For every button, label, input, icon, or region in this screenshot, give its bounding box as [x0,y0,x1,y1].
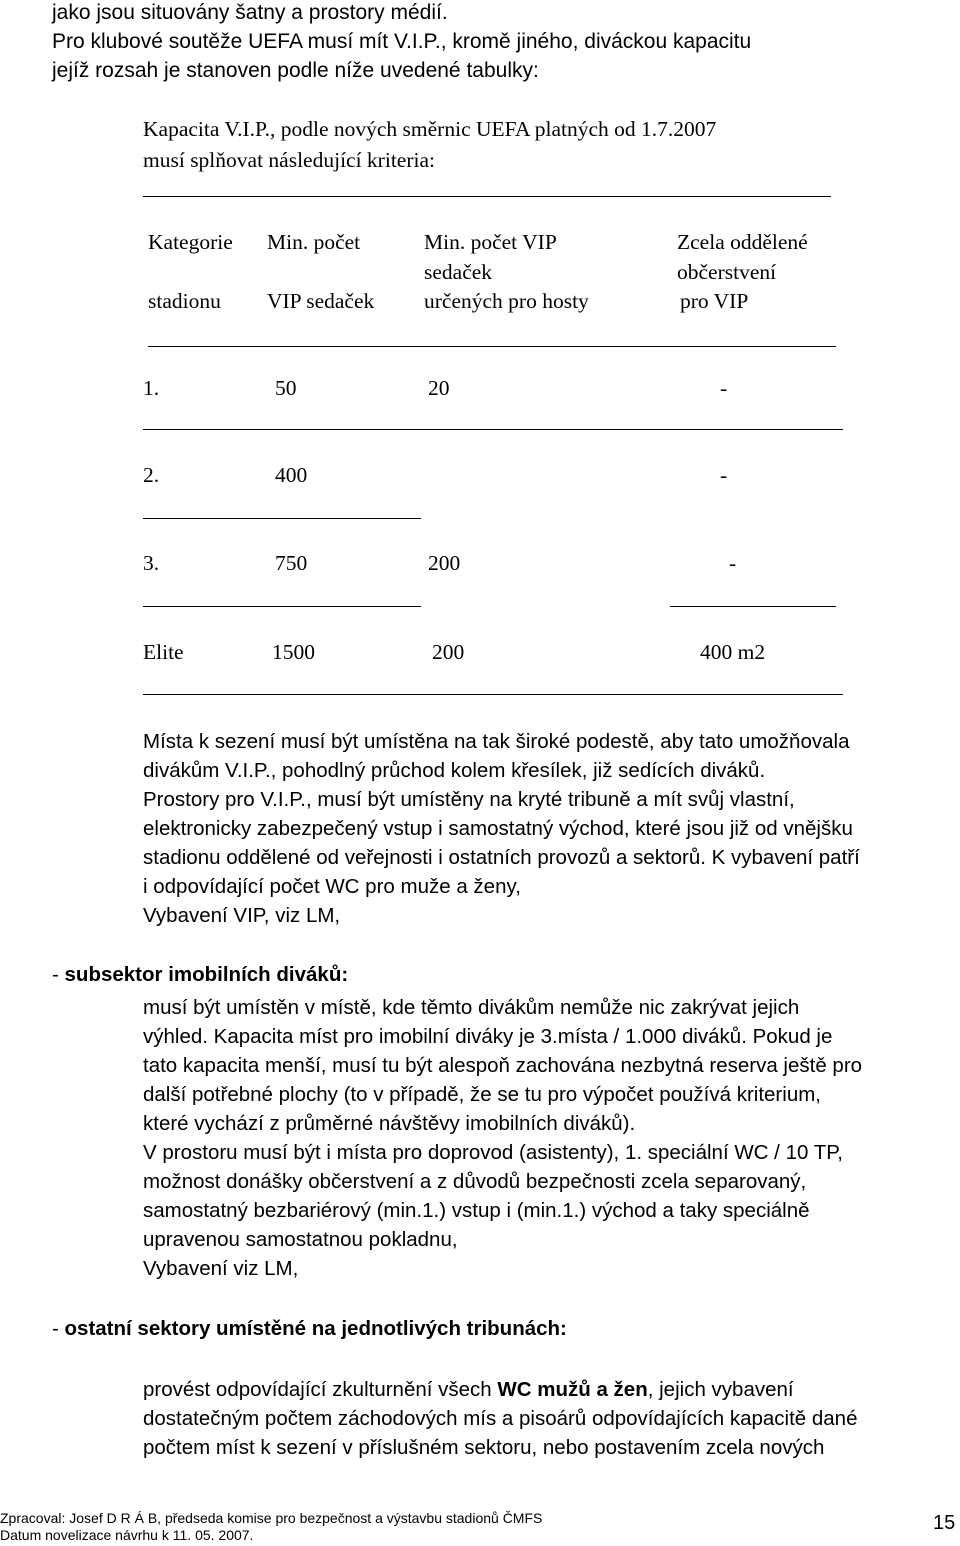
subsector-heading-text: subsektor imobilních diváků: [64,963,349,986]
subsector-heading [52,963,348,987]
table-rule-top [143,196,831,197]
other-sectors-bold: WC mužů a žen [497,1378,648,1401]
table-row-vip-seats: 50 [275,376,297,400]
header-refreshment-bottom: pro VIP [680,289,749,313]
table-rule-bottom [143,694,843,695]
intro-paragraph [52,0,751,85]
table-row-category: 3. [143,551,160,575]
subsector-line: tato kapacita menší, musí tu být alespoň zachována nezbytná reserva ještě pro [143,1054,863,1077]
header-category-top: Kategorie [148,230,233,254]
table-rule-row [143,518,421,519]
table-row-guest-seats: 20 [428,376,450,400]
table-row-vip-seats: 400 [275,463,308,487]
subsector-line: další potřebné plochy (to v případě, že se tu pro výpočet používá kriterium, [143,1083,821,1106]
vip-text-line: divákům V.I.P., pohodlný průchod kolem křesílek, již sedících diváků. [143,759,766,782]
subsector-line: které vychází z průměrné návštěvy imobilních diváků). [143,1112,636,1135]
vip-text-line: elektronicky zabezpečený vstup i samostatný východ, které jsou již od vnějšku [143,817,853,840]
other-sectors-heading [52,1317,567,1341]
table-row-guest-seats: 200 [432,640,465,664]
table-row-vip-seats: 750 [275,551,308,575]
other-sectors-dash: - [52,1317,65,1340]
subsector-line: samostatný bezbariérový (min.1.) vstup i (min.1.) východ a taky speciálně [143,1199,810,1222]
header-refreshment-top: Zcela oddělené [677,230,808,254]
table-row-category: Elite [143,640,184,664]
page-number: 15 [933,1512,956,1534]
subsector-line: Vybavení viz LM, [143,1257,299,1280]
table-row-refreshment: - [729,551,737,575]
table-rule-row [143,606,421,607]
vip-text-line: Místa k sezení musí být umístěna na tak široké podestě, aby tato umožňovala [143,730,850,753]
table-row-refreshment: - [720,376,728,400]
header-vip-seats-bottom: VIP sedaček [267,289,375,313]
intro-line: jako jsou situovány šatny a prostory médií. [52,1,448,24]
intro-line: jejíž rozsah je stanoven podle níže uvedené tabulky: [52,59,539,82]
table-row-refreshment: 400 m2 [700,640,766,664]
subsector-line: V prostoru musí být i místa pro doprovod (asistenty), 1. speciální WC / 10 TP, [143,1141,843,1164]
subsector-line: výhled. Kapacita míst pro imobilní diváky je 3.místa / 1.000 diváků. Pokud je [143,1025,833,1048]
other-sectors-line: dostatečným počtem záchodových mís a pisoárů odpovídajících kapacitě dané [143,1407,858,1430]
header-category-bottom: stadionu [148,289,221,313]
header-guest-seats-mid: sedaček [424,260,493,284]
other-sectors-line: počtem míst k sezení v příslušném sektoru, nebo postavením zcela nových [143,1436,825,1459]
vip-text-line: Vybavení VIP, viz LM, [143,904,341,927]
header-guest-seats-bottom: určených pro hosty [424,289,589,313]
vip-requirements-paragraph [143,727,860,930]
table-row-refreshment: - [720,463,728,487]
other-sectors-text: , jejich vybavení [647,1378,794,1401]
table-rule-row [670,606,836,607]
vip-text-line: Prostory pro V.I.P., musí být umístěny na kryté tribuně a mít svůj vlastní, [143,788,795,811]
footer-author: Zpracoval: Josef D R Á B, předseda komise pro bezpečnost a výstavbu stadionů ČMFS [0,1510,543,1526]
subsector-line: musí být umístěn v místě, kde těmto divákům nemůže nic zakrývat jejich [143,996,800,1019]
table-row-category: 1. [143,376,160,400]
other-sectors-text: provést odpovídající zkulturnění všech [143,1378,498,1401]
other-sectors-line [143,1375,858,1404]
other-sectors-paragraph [143,1375,858,1462]
subsector-paragraph [143,993,862,1283]
header-guest-seats-top: Min. počet VIP [424,230,557,254]
table-row-guest-seats: 200 [428,551,461,575]
table-row-category: 2. [143,463,160,487]
header-vip-seats-top: Min. počet [267,230,361,254]
subsector-line: možnost donášky občerstvení a z důvodů bezpečnosti zcela separovaný, [143,1170,807,1193]
header-refreshment-mid: občerstvení [677,260,777,284]
uefa-heading-line: Kapacita V.I.P., podle nových směrnic UEFA platných od 1.7.2007 [143,117,717,141]
vip-text-line: i odpovídající počet WC pro muže a ženy, [143,875,521,898]
subsector-dash: - [52,963,65,986]
uefa-heading-line: musí splňovat následující kriteria: [143,148,435,172]
other-sectors-heading-text: ostatní sektory umístěné na jednotlivých tribunách: [64,1317,567,1340]
intro-line: Pro klubové soutěže UEFA musí mít V.I.P., kromě jiného, diváckou kapacitu [52,30,752,53]
uefa-capacity-heading [143,114,716,176]
subsector-line: upravenou samostatnou pokladnu, [143,1228,458,1251]
footer-revision-date: Datum novelizace návrhu k 11. 05. 2007. [0,1527,254,1543]
table-rule-header [148,346,836,347]
vip-text-line: stadionu oddělené od veřejnosti i ostatních provozů a sektorů. K vybavení patří [143,846,860,869]
table-rule-row [143,429,843,430]
table-row-vip-seats: 1500 [272,640,315,664]
